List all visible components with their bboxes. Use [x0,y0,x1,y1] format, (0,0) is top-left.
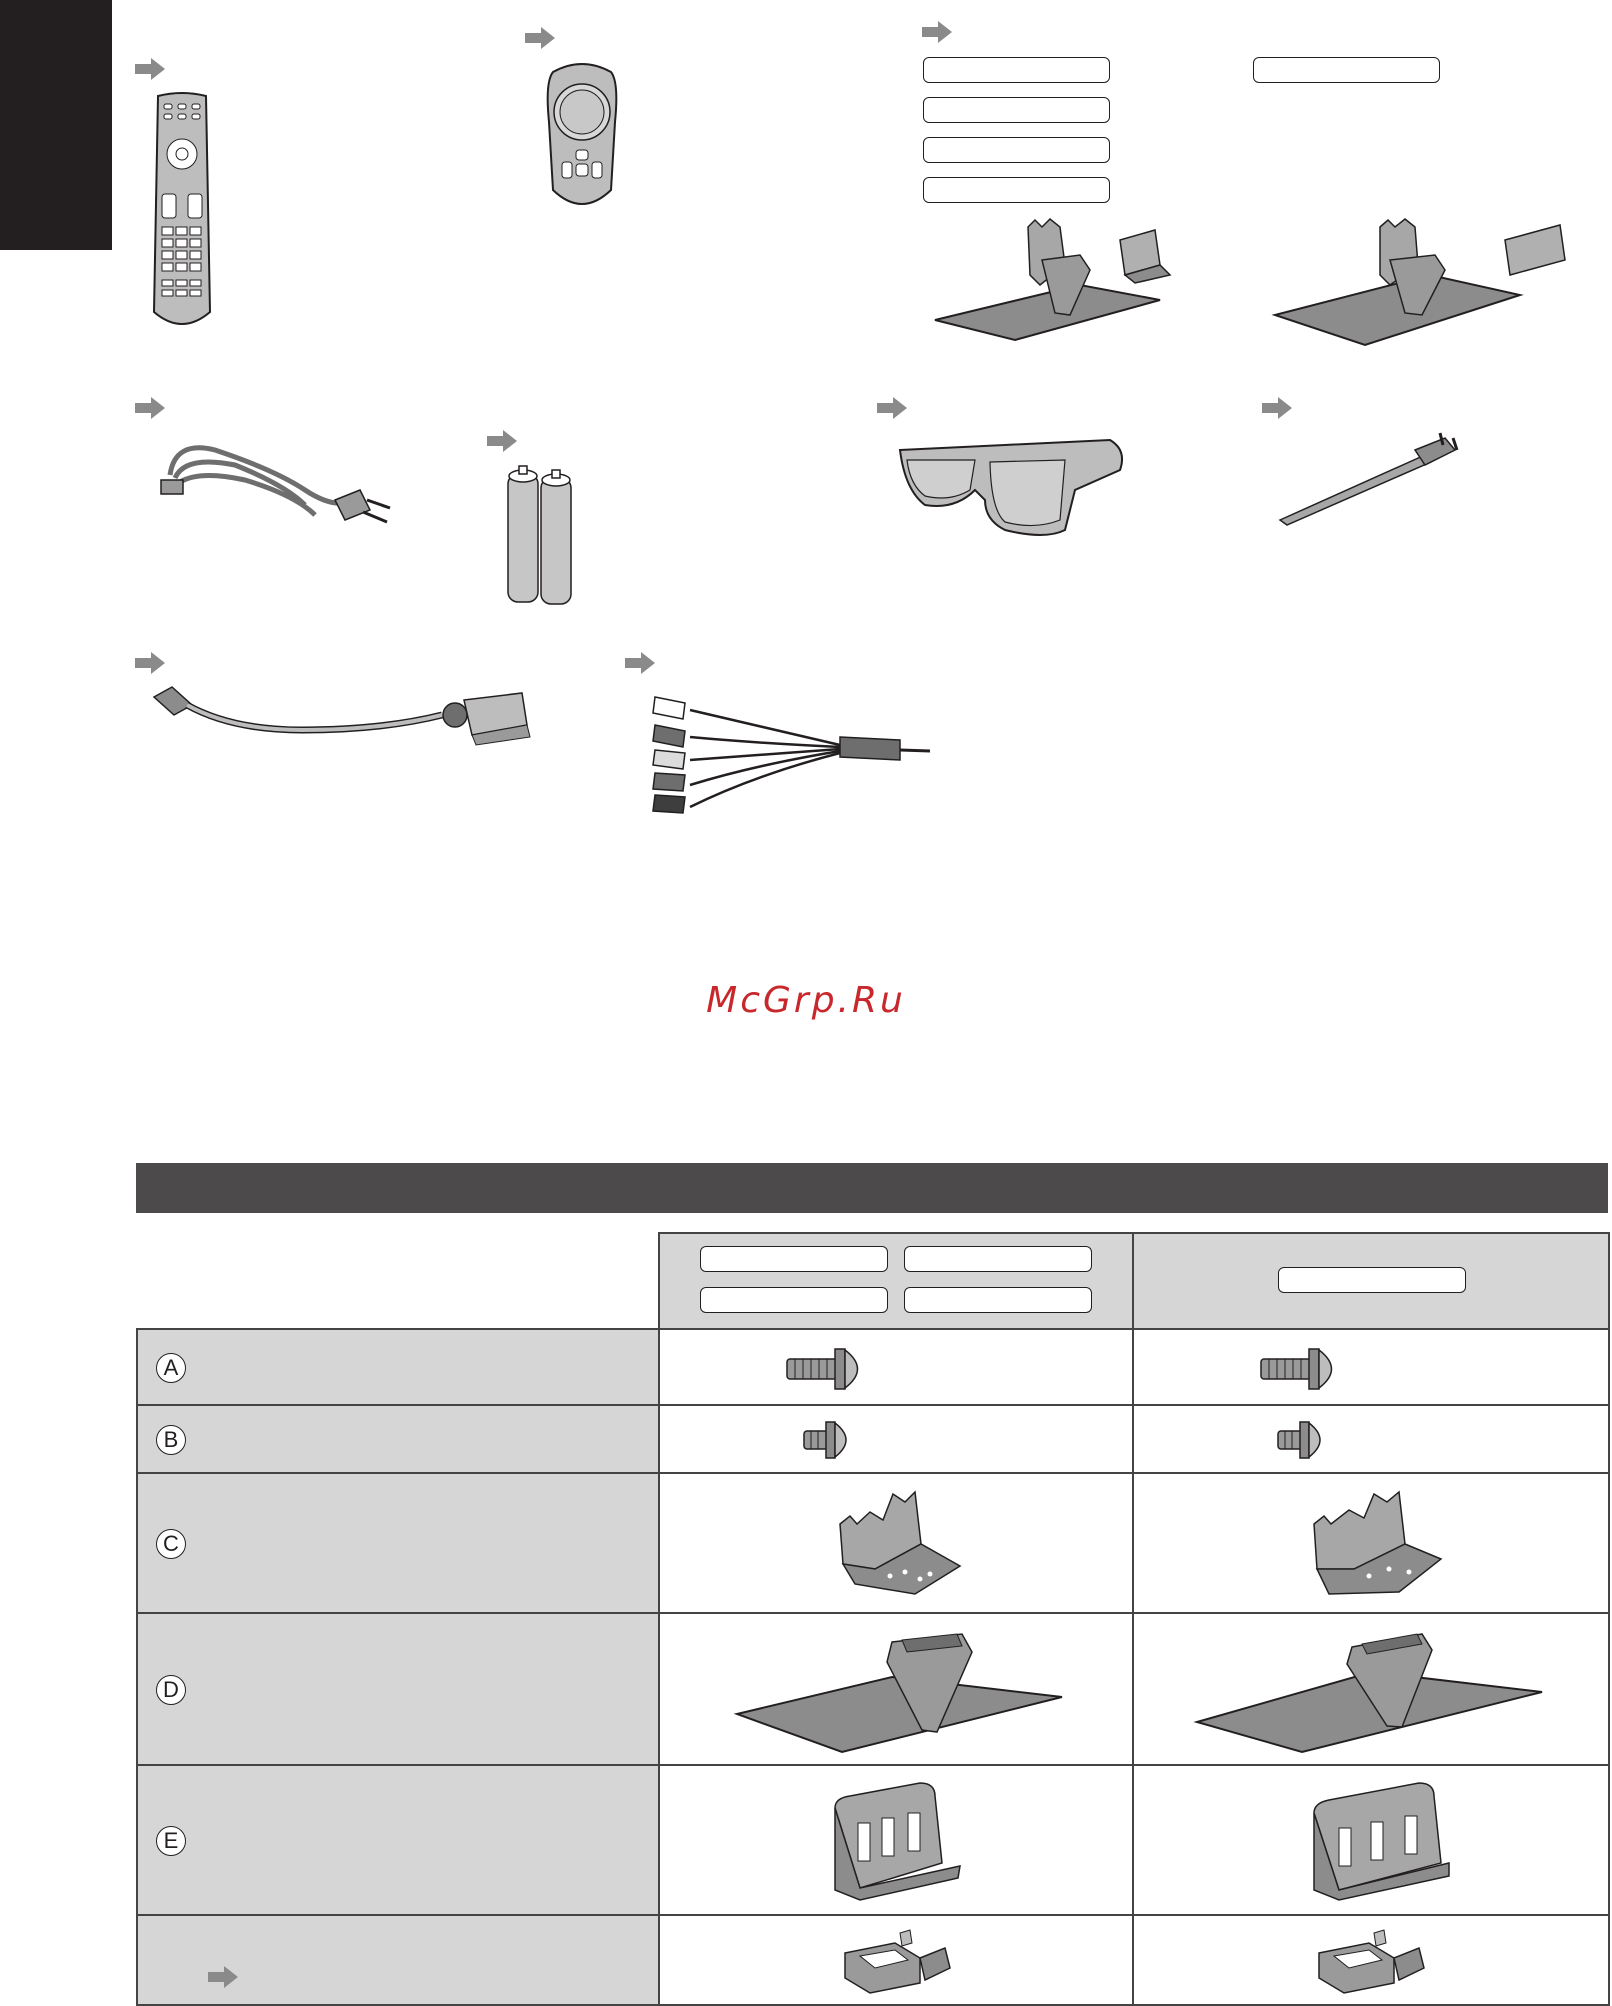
model-box [904,1246,1092,1272]
part-letter: C [156,1529,186,1559]
table-cell [1132,1404,1610,1474]
model-box [700,1287,888,1313]
cover-icon [1309,1778,1454,1903]
model-box [1278,1267,1466,1293]
bracket-icon [1309,1484,1449,1609]
bracket-icon [835,1484,965,1609]
table-row-label [136,1764,660,1916]
table-row-label [136,1404,660,1474]
model-box [1253,57,1440,83]
screw-icon [1259,1344,1349,1394]
touchpad-remote-icon [545,62,619,212]
part-letter: A [156,1353,186,1383]
arrow-right-icon [922,21,952,43]
table-cell [1132,1764,1610,1916]
pedestal-stand-icon [930,215,1190,350]
table-header-bar [136,1163,1608,1213]
arrow-right-icon [135,397,165,419]
scart-adaptor-icon [152,685,532,765]
model-box [904,1287,1092,1313]
part-letter: B [156,1425,186,1455]
screw-icon [1276,1418,1331,1462]
arrow-right-icon [208,1966,238,1988]
table-cell [1132,1612,1610,1766]
remote-control-icon [152,92,212,332]
table-row-label [136,1472,660,1614]
part-letter: E [156,1826,186,1856]
base-icon [1192,1622,1552,1762]
table-model-header [658,1232,1134,1330]
table-row-label [136,1612,660,1766]
table-cell [658,1612,1134,1766]
table-cell [1132,1328,1610,1406]
model-box [923,97,1110,123]
section-tab [0,0,112,250]
part-letter: D [156,1675,186,1705]
model-box [923,57,1110,83]
cable-clamper-icon [840,1928,955,2004]
table-cell [658,1328,1134,1406]
pedestal-stand-icon [1270,215,1570,350]
3d-glasses-icon [895,430,1130,545]
table-cell [658,1914,1134,2006]
arrow-right-icon [525,27,555,49]
arrow-right-icon [625,652,655,674]
cable-clamper-icon [1314,1928,1429,2004]
model-box [923,177,1110,203]
table-model-header [1132,1232,1610,1330]
screw-icon [802,1418,857,1462]
arrow-right-icon [877,397,907,419]
table-row-label [136,1914,660,2006]
table-cell [1132,1914,1610,2006]
mains-lead-icon [155,430,395,540]
arrow-right-icon [1262,397,1292,419]
arrow-right-icon [135,58,165,80]
table-cell [1132,1472,1610,1614]
screw-icon [785,1344,875,1394]
base-icon [732,1622,1067,1762]
batteries-icon [505,462,575,607]
table-cell [658,1764,1134,1916]
table-cell [658,1472,1134,1614]
arrow-right-icon [487,430,517,452]
cover-icon [830,1778,965,1903]
arrow-right-icon [135,652,165,674]
table-row-label [136,1328,660,1406]
table-cell [658,1404,1134,1474]
av-adaptor-icon [645,685,935,815]
cable-tie-icon [1275,430,1475,530]
model-box [923,137,1110,163]
watermark: McGrp.Ru [706,980,906,1021]
model-box [700,1246,888,1272]
